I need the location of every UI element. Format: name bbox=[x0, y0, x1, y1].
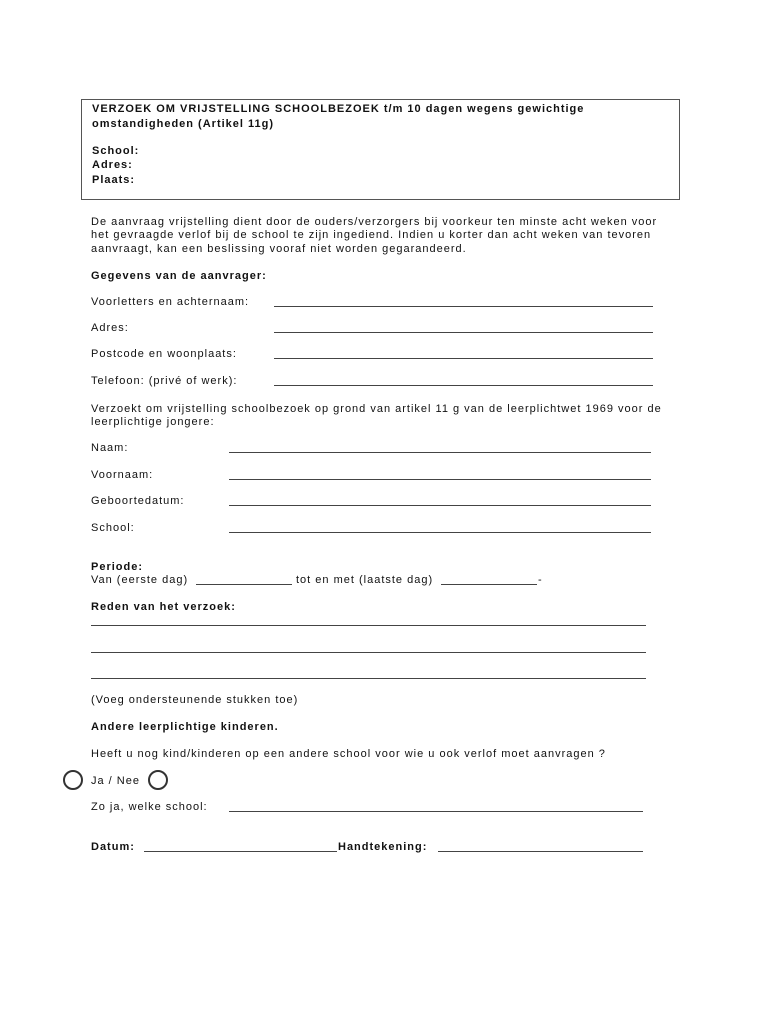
applicant-phone-label: Telefoon: (privé of werk): bbox=[91, 375, 238, 387]
student-geboortedatum-field[interactable] bbox=[229, 505, 651, 506]
plaats-label: Plaats: bbox=[92, 174, 136, 186]
adres-label: Adres: bbox=[92, 159, 133, 171]
student-voornaam-field[interactable] bbox=[229, 479, 651, 480]
form-title-line-1: VERZOEK OM VRIJSTELLING SCHOOLBEZOEK t/m 10 dagen wegens gewichtige bbox=[92, 103, 585, 115]
applicant-postcode-field[interactable] bbox=[274, 358, 653, 359]
intro-line-1: De aanvraag vrijstelling dient door de ouders/verzorgers bij voorkeur ten minste acht weken voor bbox=[91, 216, 658, 228]
periode-tot-field[interactable] bbox=[441, 584, 537, 585]
applicant-name-label: Voorletters en achternaam: bbox=[91, 296, 250, 308]
periode-van-field[interactable] bbox=[196, 584, 292, 585]
datum-label: Datum: bbox=[91, 841, 135, 853]
student-voornaam-label: Voornaam: bbox=[91, 469, 154, 481]
request-line-1: Verzoekt om vrijstelling schoolbezoek op grond van artikel 11 g van de leerplichtwet 1969 voor de bbox=[91, 403, 662, 415]
ja-nee-label: Ja / Nee bbox=[91, 775, 140, 787]
school-label: School: bbox=[92, 145, 140, 157]
applicant-heading: Gegevens van de aanvrager: bbox=[91, 270, 267, 282]
intro-line-2: het gevraagde verlof bij de school te zijn ingediend. Indien u korter dan acht weken van tevoren bbox=[91, 229, 652, 241]
applicant-phone-field[interactable] bbox=[274, 385, 653, 386]
periode-van-label: Van (eerste dag) bbox=[91, 574, 189, 586]
student-school-label: School: bbox=[91, 522, 135, 534]
student-naam-field[interactable] bbox=[229, 452, 651, 453]
student-naam-label: Naam: bbox=[91, 442, 129, 454]
zo-ja-field[interactable] bbox=[229, 811, 643, 812]
applicant-address-label: Adres: bbox=[91, 322, 129, 334]
andere-heading: Andere leerplichtige kinderen. bbox=[91, 721, 279, 733]
datum-field[interactable] bbox=[144, 851, 337, 852]
nee-radio-circle[interactable] bbox=[148, 770, 168, 790]
reden-note: (Voeg ondersteunende stukken toe) bbox=[91, 694, 299, 706]
reden-line-1[interactable] bbox=[91, 625, 646, 626]
reden-heading: Reden van het verzoek: bbox=[91, 601, 236, 613]
periode-tot-label: tot en met (laatste dag) bbox=[296, 574, 434, 586]
applicant-address-field[interactable] bbox=[274, 332, 653, 333]
student-geboortedatum-label: Geboortedatum: bbox=[91, 495, 185, 507]
handtekening-field[interactable] bbox=[438, 851, 643, 852]
form-title-line-2: omstandigheden (Artikel 11g) bbox=[92, 118, 275, 130]
zo-ja-label: Zo ja, welke school: bbox=[91, 801, 208, 813]
periode-end-mark: - bbox=[538, 574, 543, 586]
applicant-name-field[interactable] bbox=[274, 306, 653, 307]
student-school-field[interactable] bbox=[229, 532, 651, 533]
intro-line-3: aanvraagt, kan een beslissing vooraf niet worden gegarandeerd. bbox=[91, 243, 467, 255]
periode-heading: Periode: bbox=[91, 561, 144, 573]
reden-line-2[interactable] bbox=[91, 652, 646, 653]
ja-radio-circle[interactable] bbox=[63, 770, 83, 790]
reden-line-3[interactable] bbox=[91, 678, 646, 679]
applicant-postcode-label: Postcode en woonplaats: bbox=[91, 348, 237, 360]
request-line-2: leerplichtige jongere: bbox=[91, 416, 215, 428]
andere-question: Heeft u nog kind/kinderen op een andere school voor wie u ook verlof moet aanvragen ? bbox=[91, 748, 606, 760]
handtekening-label: Handtekening: bbox=[338, 841, 428, 853]
